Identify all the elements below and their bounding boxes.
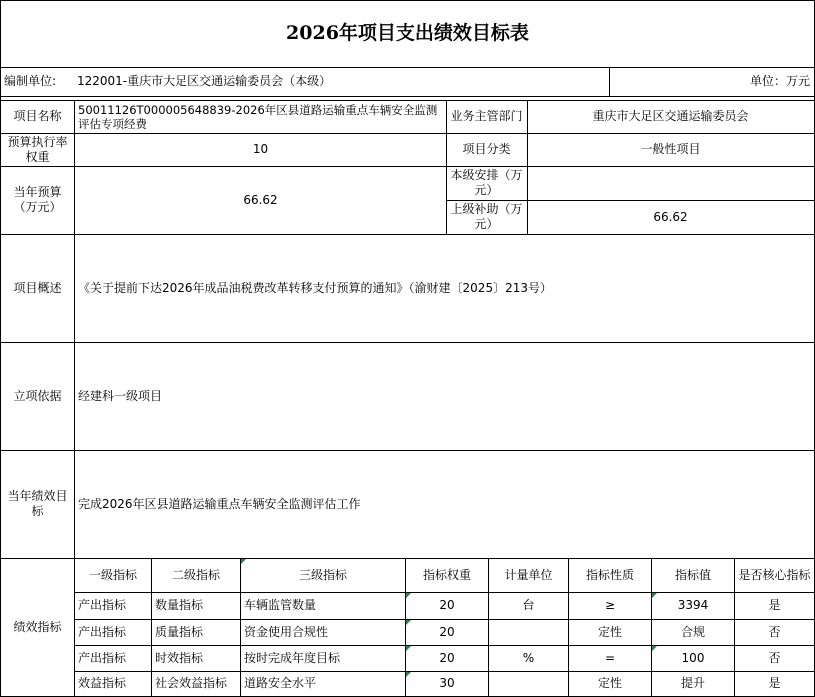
header-value: 指标值 [674, 567, 711, 582]
project-name-label: 项目名称 [13, 109, 62, 123]
cell-marker [406, 593, 411, 598]
cell-weight: 20 [439, 650, 455, 665]
goal-value: 完成2026年区县道路运输重点车辆安全监测评估工作 [78, 496, 361, 511]
cell-level1: 产出指标 [78, 598, 127, 612]
org-value: 122001-重庆市大足区交通运输委员会（本级） [77, 74, 332, 88]
cell-marker [406, 672, 411, 677]
cell-level2: 质量指标 [155, 624, 204, 639]
cell-value: 3394 [677, 598, 709, 612]
cell-core: 是 [768, 676, 781, 690]
cell-value: 提升 [680, 676, 705, 690]
header-level1: 一级指标 [88, 567, 137, 582]
header-level2: 二级指标 [171, 567, 220, 582]
basis-value: 经建科一级项目 [78, 388, 163, 403]
rate-label: 预算执行率权重 [7, 134, 68, 164]
dept-label: 业务主管部门 [450, 109, 523, 123]
cell-marker [406, 646, 411, 651]
cell-marker [406, 620, 411, 625]
page-title: 2026年项目支出绩效目标表 [286, 21, 529, 44]
cell-marker [652, 646, 657, 651]
cell-nature: 定性 [597, 624, 622, 639]
dept-value: 重庆市大足区交通运输委员会 [592, 109, 749, 123]
local-value [527, 166, 814, 200]
overview-value: 《关于提前下达2026年成品油税费改革转移支付预算的通知》（渝财建〔2025〕213号） [78, 280, 552, 295]
cell-weight: 20 [439, 624, 455, 639]
header-level3: 三级指标 [298, 567, 347, 582]
cell-level3: 车辆监管数量 [244, 598, 317, 612]
cell-weight: 20 [439, 598, 455, 612]
superior-value: 66.62 [653, 209, 688, 224]
cell-core: 是 [768, 598, 781, 612]
budget-label: 当年预算（万元） [13, 185, 62, 214]
project-name-value: 50011126T000005648839-2026年区县道路运输重点车辆安全监测评估专项经费 [78, 102, 438, 131]
category-label: 项目分类 [462, 142, 511, 156]
indicators-label: 绩效指标 [13, 620, 62, 634]
header-nature: 指标性质 [585, 567, 634, 582]
cell-level2: 数量指标 [155, 598, 204, 612]
unit-label: 单位：万元 [749, 74, 810, 88]
goal-label: 当年绩效目标 [7, 489, 68, 518]
local-label: 本级安排（万元） [450, 168, 523, 197]
cell-weight: 30 [439, 676, 455, 690]
cell-unit [489, 671, 568, 696]
cell-level3: 道路安全水平 [244, 676, 317, 690]
cell-level3: 按时完成年度目标 [244, 650, 341, 665]
cell-unit: % [522, 650, 535, 665]
cell-core: 否 [768, 624, 781, 639]
cell-nature: = [604, 650, 616, 665]
cell-value: 100 [681, 650, 705, 665]
rate-value: 10 [252, 142, 269, 156]
budget-value: 66.62 [243, 192, 278, 207]
header-weight: 指标权重 [422, 567, 471, 582]
cell-level2: 时效指标 [155, 650, 204, 665]
cell-unit [489, 619, 568, 645]
cell-level1: 产出指标 [78, 650, 127, 665]
cell-level3: 资金使用合规性 [244, 624, 329, 639]
overview-label: 项目概述 [13, 280, 62, 295]
cell-level1: 效益指标 [78, 676, 127, 690]
cell-unit: 台 [522, 598, 535, 612]
superior-label: 上级补助（万元） [450, 202, 523, 231]
cell-value: 合规 [680, 624, 705, 639]
org-label: 编制单位: [4, 74, 57, 88]
cell-level1: 产出指标 [78, 624, 127, 639]
cell-marker [652, 593, 657, 598]
basis-label: 立项依据 [13, 388, 62, 403]
cell-core: 否 [768, 650, 781, 665]
cell-level2: 社会效益指标 [155, 676, 228, 690]
header-unit: 计量单位 [504, 567, 553, 582]
category-value: 一般性项目 [640, 142, 701, 156]
cell-nature: 定性 [597, 676, 622, 690]
header-core: 是否核心指标 [738, 567, 811, 582]
cell-marker [241, 559, 246, 564]
cell-nature: ≥ [604, 598, 616, 612]
